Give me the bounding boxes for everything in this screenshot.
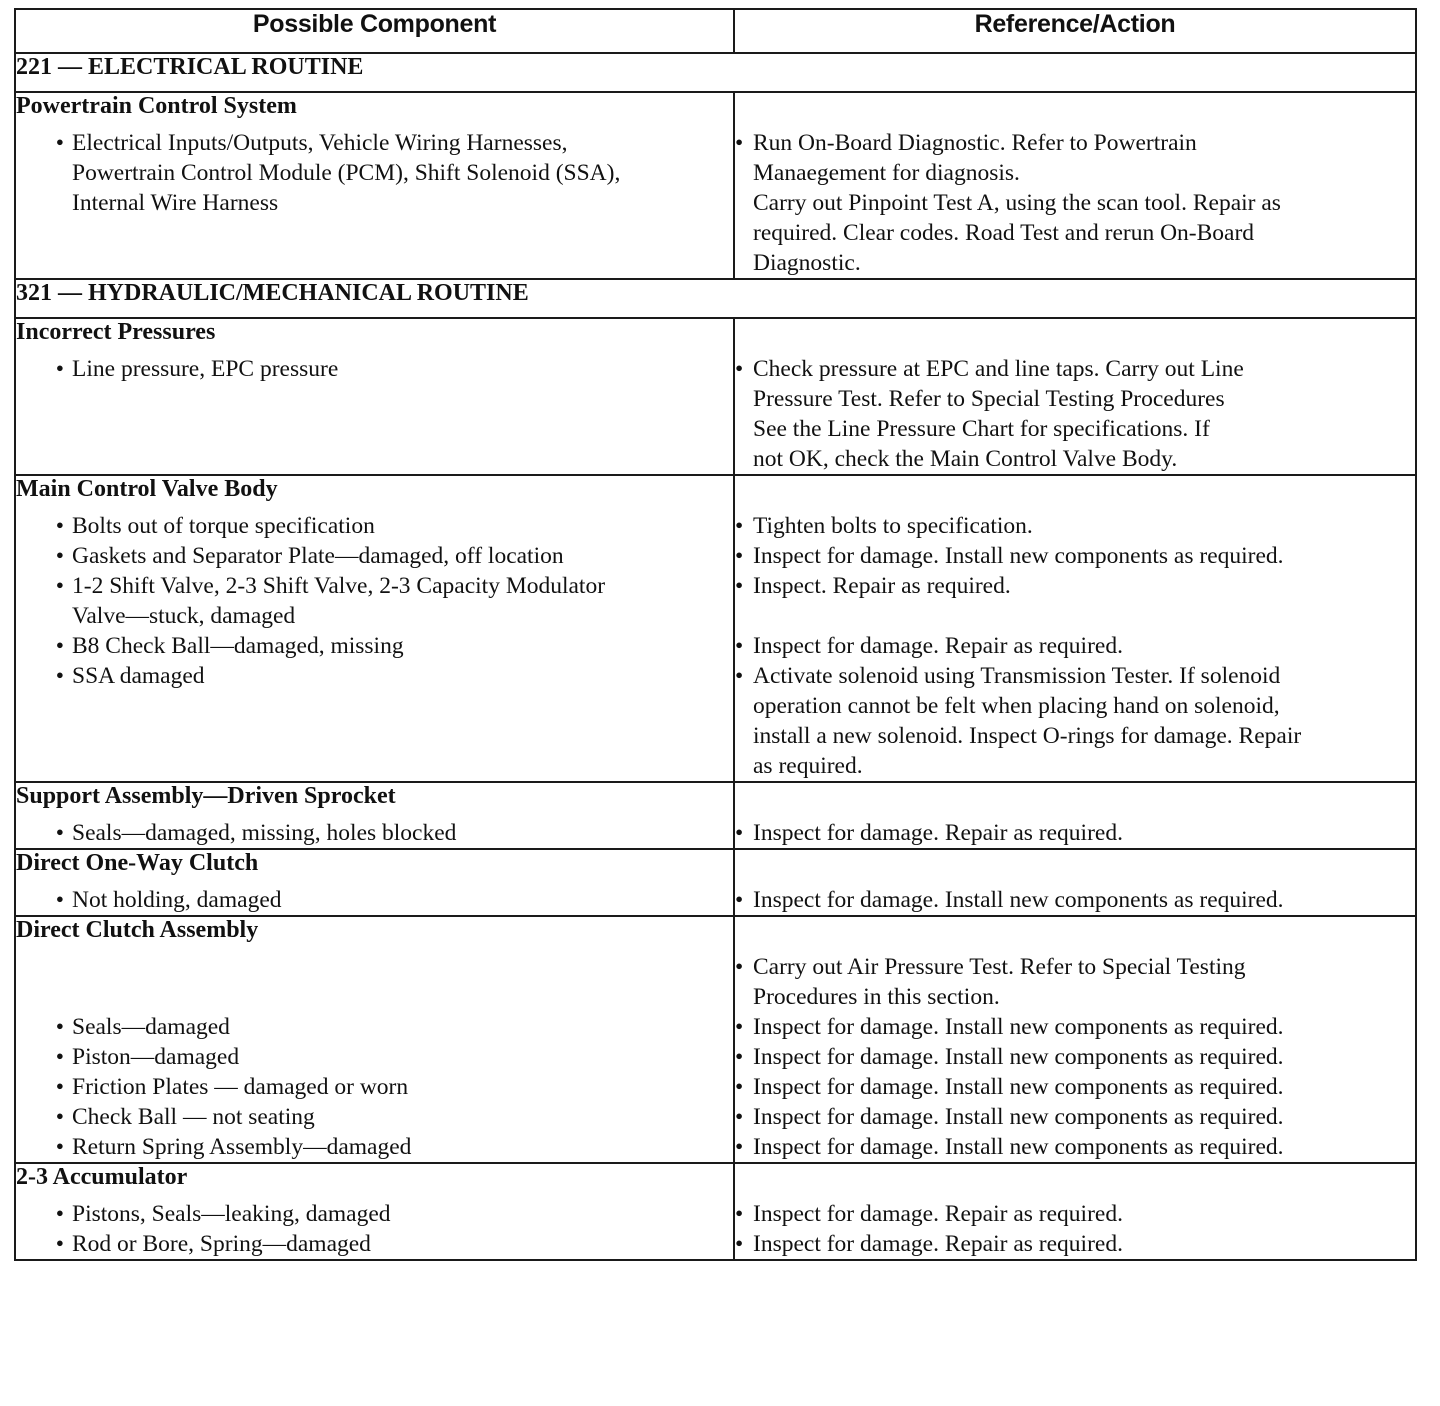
component-line: Seals—damaged, missing, holes blocked xyxy=(72,820,457,846)
action-text xyxy=(753,818,1415,848)
component-group-name: Direct Clutch Assembly xyxy=(16,917,259,943)
spacer xyxy=(16,346,733,354)
action-item xyxy=(735,541,1415,571)
action-item xyxy=(735,1229,1415,1259)
component-text xyxy=(72,1199,733,1229)
bullet-icon: • xyxy=(735,633,744,659)
bullet-icon: • xyxy=(55,130,64,156)
component-group-row xyxy=(15,1163,1416,1260)
action-line: Tighten bolts to specification. xyxy=(753,513,1033,539)
spacer xyxy=(735,810,1415,818)
header-reference-action: Reference/Action xyxy=(734,9,1416,53)
action-text xyxy=(753,128,1415,278)
action-item xyxy=(735,1042,1415,1072)
bullet-icon: • xyxy=(55,1134,64,1160)
routine-row xyxy=(15,53,1416,92)
component-group-name: Incorrect Pressures xyxy=(16,319,216,345)
component-text xyxy=(72,511,733,541)
action-text xyxy=(753,661,1415,781)
spacer xyxy=(16,877,733,885)
bullet-icon: • xyxy=(735,1201,744,1227)
component-text xyxy=(72,952,733,1012)
bullet-icon: • xyxy=(735,573,744,599)
bullet-icon: • xyxy=(55,1201,64,1227)
component-text xyxy=(72,631,733,661)
action-item xyxy=(735,1199,1415,1229)
component-item xyxy=(16,571,733,631)
component-text xyxy=(72,1132,733,1162)
action-item xyxy=(735,511,1415,541)
action-spacer xyxy=(735,783,1415,810)
action-line: Inspect for damage. Install new components as required. xyxy=(753,1044,1284,1070)
component-item xyxy=(16,128,733,278)
component-item xyxy=(16,1199,733,1229)
component-item xyxy=(16,1132,733,1162)
spacer xyxy=(735,503,1415,511)
action-line: Pressure Test. Refer to Special Testing Procedures xyxy=(753,386,1225,412)
component-item xyxy=(16,631,733,661)
action-cell xyxy=(734,849,1416,916)
component-item xyxy=(16,1102,733,1132)
action-spacer xyxy=(735,319,1415,346)
bullet-icon: • xyxy=(55,1104,64,1130)
component-cell xyxy=(15,318,734,475)
bullet-icon: • xyxy=(735,543,744,569)
bullet-icon: • xyxy=(55,513,64,539)
component-line: Piston—damaged xyxy=(72,1044,240,1070)
action-line: Inspect for damage. Install new components as required. xyxy=(753,1014,1284,1040)
component-line: Seals—damaged xyxy=(72,1014,230,1040)
action-line: Inspect for damage. Install new components as required. xyxy=(753,1104,1284,1130)
action-line: required. Clear codes. Road Test and rerun On-Board xyxy=(753,220,1255,246)
component-group-row xyxy=(15,849,1416,916)
component-line xyxy=(72,444,733,474)
component-group-name: Support Assembly—Driven Sprocket xyxy=(16,783,396,809)
component-group-row xyxy=(15,782,1416,849)
diagnosis-table xyxy=(14,8,1417,1261)
component-group-row xyxy=(15,92,1416,279)
component-item xyxy=(16,952,733,1012)
spacer xyxy=(735,877,1415,885)
action-item xyxy=(735,952,1415,1012)
component-item xyxy=(16,1072,733,1102)
spacer xyxy=(16,120,733,128)
component-cell xyxy=(15,782,734,849)
bullet-icon: • xyxy=(735,1104,744,1130)
action-spacer xyxy=(735,476,1415,503)
action-text xyxy=(753,1042,1415,1072)
action-line: Carry out Air Pressure Test. Refer to Special Testing xyxy=(753,954,1246,980)
bullet-icon: • xyxy=(55,663,64,689)
component-group-row xyxy=(15,318,1416,475)
component-line xyxy=(72,952,733,982)
header-possible-component: Possible Component xyxy=(15,9,734,53)
component-line: 1-2 Shift Valve, 2-3 Shift Valve, 2-3 Capacity Modulator xyxy=(72,573,606,599)
component-line: Valve—stuck, damaged xyxy=(72,603,296,629)
bullet-icon: • xyxy=(55,573,64,599)
action-text xyxy=(753,511,1415,541)
action-line: Inspect for damage. Install new components as required. xyxy=(753,887,1284,913)
header-row xyxy=(15,9,1416,53)
component-text xyxy=(72,1042,733,1072)
bullet-icon: • xyxy=(55,1014,64,1040)
action-text xyxy=(753,1102,1415,1132)
action-text xyxy=(753,354,1415,474)
action-spacer xyxy=(735,850,1415,877)
bullet-icon: • xyxy=(55,887,64,913)
table-body xyxy=(15,53,1416,1260)
component-item xyxy=(16,818,733,848)
action-spacer xyxy=(735,1164,1415,1191)
spacer xyxy=(16,1191,733,1199)
bullet-icon: • xyxy=(55,356,64,382)
action-line: Carry out Pinpoint Test A, using the scan tool. Repair as xyxy=(753,190,1281,216)
component-item xyxy=(16,1012,733,1042)
bullet-icon: • xyxy=(55,1044,64,1070)
component-text xyxy=(72,571,733,631)
component-text xyxy=(72,661,733,781)
bullet-icon: • xyxy=(735,663,744,689)
action-text xyxy=(753,541,1415,571)
action-spacer xyxy=(735,93,1415,120)
component-line xyxy=(72,414,733,444)
component-line: Line pressure, EPC pressure xyxy=(72,356,339,382)
action-cell xyxy=(734,92,1416,279)
component-cell xyxy=(15,849,734,916)
action-cell xyxy=(734,782,1416,849)
component-item xyxy=(16,511,733,541)
bullet-icon: • xyxy=(735,1074,744,1100)
component-cell xyxy=(15,92,734,279)
action-text xyxy=(753,571,1415,631)
action-item xyxy=(735,1072,1415,1102)
bullet-icon: • xyxy=(735,820,744,846)
component-cell xyxy=(15,916,734,1163)
bullet-icon: • xyxy=(735,356,744,382)
action-item xyxy=(735,128,1415,278)
component-line xyxy=(72,218,733,248)
spacer xyxy=(735,346,1415,354)
action-text xyxy=(753,952,1415,1012)
bullet-icon: • xyxy=(735,513,744,539)
action-line: Check pressure at EPC and line taps. Carry out Line xyxy=(753,356,1244,382)
component-group-row xyxy=(15,475,1416,782)
action-item xyxy=(735,818,1415,848)
component-item xyxy=(16,541,733,571)
component-text xyxy=(72,1012,733,1042)
action-line: Inspect for damage. Repair as required. xyxy=(753,1201,1123,1227)
bullet-icon: • xyxy=(735,954,744,980)
action-line: Inspect for damage. Install new components as required. xyxy=(753,1074,1284,1100)
component-line xyxy=(72,384,733,414)
action-text xyxy=(753,885,1415,915)
bullet-icon: • xyxy=(735,1014,744,1040)
action-cell xyxy=(734,1163,1416,1260)
action-item xyxy=(735,885,1415,915)
component-line: Pistons, Seals—leaking, damaged xyxy=(72,1201,391,1227)
action-text xyxy=(753,1012,1415,1042)
spacer xyxy=(16,944,733,952)
component-line: Rod or Bore, Spring—damaged xyxy=(72,1231,371,1257)
bullet-icon: • xyxy=(55,820,64,846)
action-line: install a new solenoid. Inspect O-rings for damage. Repair xyxy=(753,723,1302,749)
component-line xyxy=(72,691,733,721)
component-line xyxy=(72,751,733,781)
action-line: Manaegement for diagnosis. xyxy=(753,160,1020,186)
action-line: Procedures in this section. xyxy=(753,984,1000,1010)
action-item xyxy=(735,661,1415,781)
spacer xyxy=(16,503,733,511)
spacer xyxy=(735,944,1415,952)
component-text xyxy=(72,885,733,915)
component-line xyxy=(72,721,733,751)
component-text xyxy=(72,818,733,848)
bullet-icon: • xyxy=(735,1134,744,1160)
bullet-icon xyxy=(16,952,72,1012)
action-line: See the Line Pressure Chart for specifications. If xyxy=(753,416,1210,442)
component-line: B8 Check Ball—damaged, missing xyxy=(72,633,404,659)
bullet-icon: • xyxy=(735,1231,744,1257)
action-line: Inspect. Repair as required. xyxy=(753,573,1011,599)
action-line: Inspect for damage. Repair as required. xyxy=(753,633,1123,659)
action-item xyxy=(735,571,1415,631)
spacer xyxy=(735,120,1415,128)
component-line: Gaskets and Separator Plate—damaged, off location xyxy=(72,543,564,569)
action-spacer xyxy=(735,917,1415,944)
component-line xyxy=(72,248,733,278)
component-item xyxy=(16,661,733,781)
bullet-icon: • xyxy=(735,887,744,913)
bullet-icon: • xyxy=(735,1044,744,1070)
action-line: as required. xyxy=(753,753,863,779)
component-item xyxy=(16,1042,733,1072)
action-line: Activate solenoid using Transmission Tester. If solenoid xyxy=(753,663,1281,689)
component-line xyxy=(72,982,733,1012)
component-text xyxy=(72,541,733,571)
action-line: operation cannot be felt when placing hand on solenoid, xyxy=(753,693,1280,719)
action-line xyxy=(753,601,1415,631)
routine-title: 321 — HYDRAULIC/MECHANICAL ROUTINE xyxy=(15,279,1416,318)
action-cell xyxy=(734,475,1416,782)
spacer xyxy=(735,1191,1415,1199)
action-item xyxy=(735,354,1415,474)
spacer xyxy=(16,810,733,818)
component-item xyxy=(16,1229,733,1259)
action-line: Run On-Board Diagnostic. Refer to Powertrain xyxy=(753,130,1197,156)
component-line: Friction Plates — damaged or worn xyxy=(72,1074,409,1100)
bullet-icon: • xyxy=(55,1074,64,1100)
action-line: Diagnostic. xyxy=(753,250,861,276)
action-text xyxy=(753,1132,1415,1162)
action-line: not OK, check the Main Control Valve Body. xyxy=(753,446,1178,472)
component-group-name: Direct One-Way Clutch xyxy=(16,850,259,876)
component-text xyxy=(72,1102,733,1132)
action-line: Inspect for damage. Install new components as required. xyxy=(753,1134,1284,1160)
action-item xyxy=(735,1132,1415,1162)
action-item xyxy=(735,631,1415,661)
component-line: Internal Wire Harness xyxy=(72,190,279,216)
action-text xyxy=(753,1072,1415,1102)
component-text xyxy=(72,1229,733,1259)
component-line: Check Ball — not seating xyxy=(72,1104,315,1130)
component-group-name: Main Control Valve Body xyxy=(16,476,278,502)
action-line: Inspect for damage. Repair as required. xyxy=(753,1231,1123,1257)
component-line: Powertrain Control Module (PCM), Shift Solenoid (SSA), xyxy=(72,160,621,186)
action-text xyxy=(753,1229,1415,1259)
component-item xyxy=(16,354,733,474)
bullet-icon: • xyxy=(55,1231,64,1257)
action-text xyxy=(753,1199,1415,1229)
action-cell xyxy=(734,916,1416,1163)
component-cell xyxy=(15,1163,734,1260)
action-cell xyxy=(734,318,1416,475)
routine-title: 221 — ELECTRICAL ROUTINE xyxy=(15,53,1416,92)
bullet-icon: • xyxy=(735,130,744,156)
component-line: SSA damaged xyxy=(72,663,205,689)
component-line: Not holding, damaged xyxy=(72,887,282,913)
component-line: Return Spring Assembly—damaged xyxy=(72,1134,412,1160)
action-item xyxy=(735,1012,1415,1042)
action-text xyxy=(753,631,1415,661)
component-group-name: 2-3 Accumulator xyxy=(16,1164,188,1190)
bullet-icon: • xyxy=(55,543,64,569)
component-text xyxy=(72,1072,733,1102)
action-item xyxy=(735,1102,1415,1132)
component-item xyxy=(16,885,733,915)
component-line: Bolts out of torque specification xyxy=(72,513,375,539)
bullet-icon: • xyxy=(55,633,64,659)
component-text xyxy=(72,128,733,278)
routine-row xyxy=(15,279,1416,318)
component-cell xyxy=(15,475,734,782)
component-text xyxy=(72,354,733,474)
component-group-name: Powertrain Control System xyxy=(16,93,297,119)
action-line: Inspect for damage. Install new components as required. xyxy=(753,543,1284,569)
action-line: Inspect for damage. Repair as required. xyxy=(753,820,1123,846)
component-line: Electrical Inputs/Outputs, Vehicle Wiring Harnesses, xyxy=(72,130,568,156)
component-group-row xyxy=(15,916,1416,1163)
